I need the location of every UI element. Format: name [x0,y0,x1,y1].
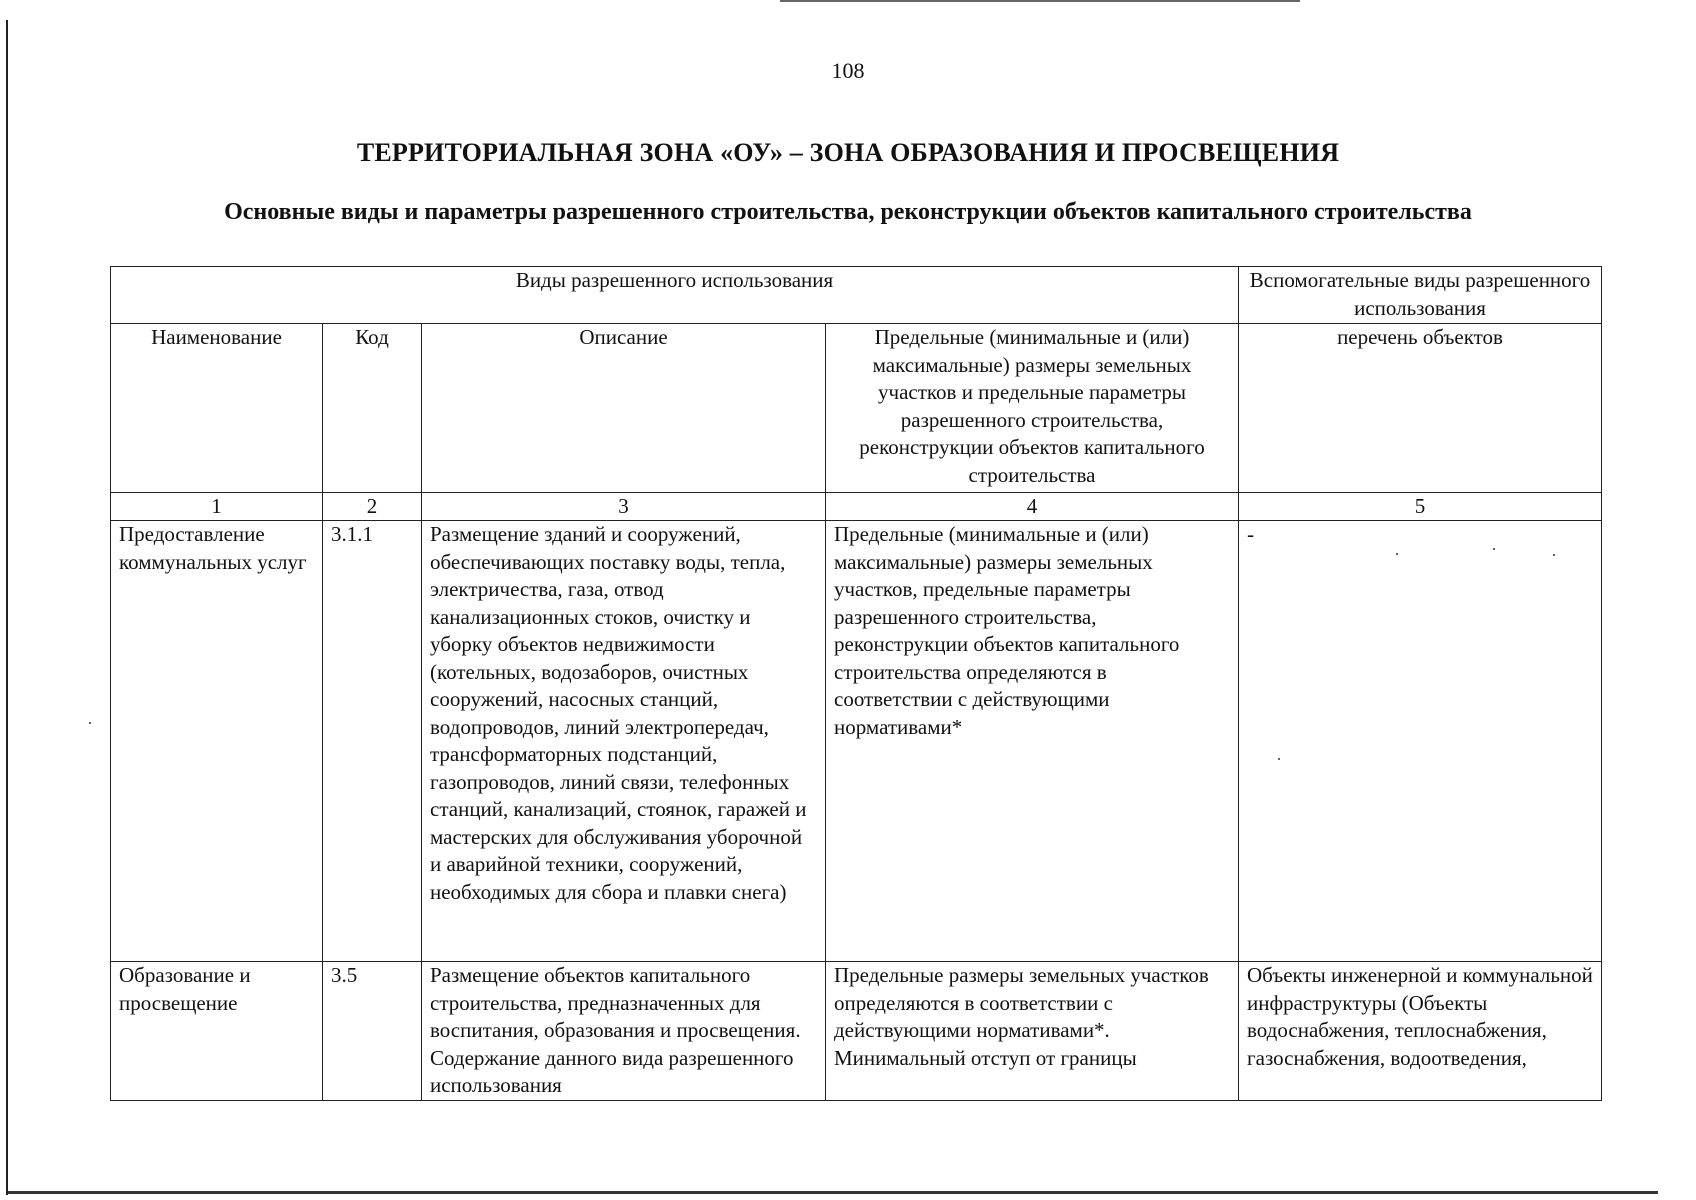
scan-speck [89,722,91,724]
cell-parameters: Предельные размеры земельных участков определяются в соответствии с действующими нормативами*. Минимальный отступ от границы [826,962,1239,1101]
column-number: 2 [323,493,422,521]
group-header-main: Виды разрешенного использования [111,267,1239,324]
column-header-code: Код [323,324,422,493]
cell-name: Предоставление коммунальных услуг [111,521,323,962]
table-row [111,962,1602,1101]
column-header-objects: перечень объектов [1239,324,1602,493]
column-header-description: Описание [422,324,826,493]
column-header-name: Наименование [111,324,323,493]
table-row [111,521,1602,962]
cell-auxiliary: - [1239,521,1602,962]
page-title: ТЕРРИТОРИАЛЬНАЯ ЗОНА «ОУ» – ЗОНА ОБРАЗОВАНИЯ И ПРОСВЕЩЕНИЯ [356,138,1340,167]
column-number: 4 [826,493,1239,521]
table-column-header-row [111,324,1602,493]
column-header-parameters: Предельные (минимальные и (или) максимальные) размеры земельных участков и предельные параметры разрешенного строительства, реконструкции объектов капитального строительства [826,324,1239,493]
column-number: 3 [422,493,826,521]
cell-description: Размещение зданий и сооружений, обеспечивающих поставку воды, тепла, электричества, газа, отвод канализационных стоков, очистку и уборку объектов недвижимости (котельных, водозаборов, очистных сооружений, насосных станций, водопроводов, линий электропередач, трансформаторных подстанций, газопроводов, линий связи, телефонных станций, канализаций, стоянок, гаражей и мастерских для обслуживания уборочной и аварийной техники, сооружений, необходимых для сбора и плавки снега) [422,521,826,962]
page-number: 108 [831,58,865,83]
scan-edge-left [6,20,8,1195]
table-group-header-row [111,267,1602,324]
scan-edge-bottom [8,1191,1658,1194]
table-column-number-row [111,493,1602,521]
cell-code: 3.5 [323,962,422,1101]
cell-parameters: Предельные (минимальные и (или) максимальные) размеры земельных участков, предельные параметры разрешенного строительства, реконструкции объектов капитального строительства определяются в соответствии с действующими нормативами* [826,521,1239,962]
cell-description: Размещение объектов капитального строительства, предназначенных для воспитания, образования и просвещения. Содержание данного вида разрешенного использования [422,962,826,1101]
column-number: 1 [111,493,323,521]
land-use-table [110,266,1602,1101]
cell-auxiliary: Объекты инженерной и коммунальной инфраструктуры (Объекты водоснабжения, теплоснабжения, газоснабжения, водоотведения, [1239,962,1602,1101]
cell-code: 3.1.1 [323,521,422,962]
group-header-auxiliary: Вспомогательные виды разрешенного использования [1239,267,1602,324]
scan-edge-top [780,0,1300,2]
column-number: 5 [1239,493,1602,521]
page-subtitle: Основные виды и параметры разрешенного строительства, реконструкции объектов капитального строительства [224,199,1472,225]
cell-name: Образование и просвещение [111,962,323,1101]
